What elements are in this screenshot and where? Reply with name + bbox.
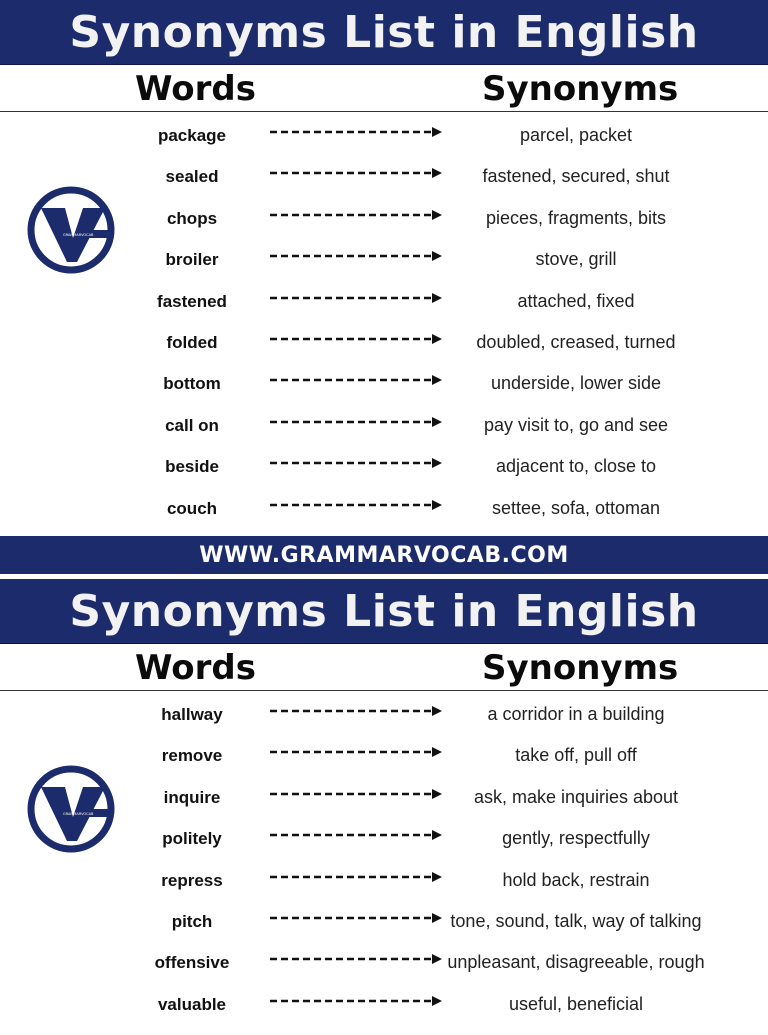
- dashed-arrow-icon: [268, 952, 444, 966]
- synonyms: underside, lower side: [490, 373, 662, 394]
- list-item: [0, 282, 768, 323]
- word-list-2: [0, 691, 768, 1035]
- page-title: Synonyms List in English: [0, 0, 768, 65]
- list-item: [0, 199, 768, 240]
- list-item: [0, 116, 768, 157]
- logo-text-2: GRAMMARVOCAB: [63, 812, 94, 816]
- word: fastened: [157, 291, 227, 311]
- dashed-arrow-icon: [268, 415, 444, 429]
- list-item: [0, 778, 768, 819]
- dashed-arrow-icon: [268, 787, 444, 801]
- list-item: [0, 489, 768, 530]
- word: pitch: [171, 911, 213, 931]
- synonyms: take off, pull off: [515, 745, 637, 766]
- dashed-arrow-icon: [268, 249, 444, 263]
- synonyms: stove, grill: [535, 249, 617, 270]
- word: sealed: [165, 167, 219, 187]
- word: bottom: [163, 374, 221, 394]
- words-column-header-2: Words: [135, 648, 256, 688]
- word: package: [157, 126, 227, 145]
- dashed-arrow-icon: [268, 125, 444, 139]
- logo-text: GRAMMARVOCAB: [63, 233, 94, 237]
- dashed-arrow-icon: [268, 166, 444, 180]
- synonyms: parcel, packet: [519, 125, 633, 145]
- page-title-2: Synonyms List in English: [0, 579, 768, 644]
- word: offensive: [154, 953, 230, 973]
- dashed-arrow-icon: [268, 704, 444, 718]
- synonyms: pay visit to, go and see: [483, 414, 669, 435]
- dashed-arrow-icon: [268, 208, 444, 222]
- synonyms: doubled, creased, turned: [476, 331, 676, 352]
- dashed-arrow-icon: [268, 745, 444, 759]
- list-item: [0, 447, 768, 488]
- word: repress: [161, 870, 223, 890]
- dashed-arrow-icon: [268, 911, 444, 925]
- word: couch: [166, 498, 218, 518]
- list-item: [0, 861, 768, 902]
- dashed-arrow-icon: [268, 870, 444, 884]
- synonyms-column-header: Synonyms: [482, 69, 679, 109]
- list-item: [0, 943, 768, 984]
- word: politely: [162, 829, 222, 849]
- list-item: [0, 819, 768, 860]
- column-headers-2: [0, 644, 768, 691]
- list-item: [0, 406, 768, 447]
- word: inquire: [163, 787, 221, 807]
- dashed-arrow-icon: [268, 994, 444, 1008]
- word: call on: [165, 415, 219, 435]
- word: valuable: [157, 994, 227, 1014]
- words-column-header: Words: [135, 69, 256, 109]
- synonyms: attached, fixed: [517, 290, 635, 311]
- word: chops: [166, 208, 218, 228]
- list-item: [0, 902, 768, 943]
- dashed-arrow-icon: [268, 498, 444, 512]
- section-2: [0, 579, 768, 1035]
- word-list: [0, 112, 768, 532]
- synonyms: useful, beneficial: [508, 993, 644, 1014]
- word: hallway: [161, 705, 223, 724]
- word: beside: [165, 457, 219, 477]
- synonyms-column-header-2: Synonyms: [482, 648, 679, 688]
- dashed-arrow-icon: [268, 456, 444, 470]
- synonyms: hold back, restrain: [502, 869, 650, 890]
- dashed-arrow-icon: [268, 828, 444, 842]
- list-item: [0, 736, 768, 777]
- list-item: [0, 985, 768, 1026]
- synonyms: a corridor in a building: [487, 704, 665, 724]
- synonyms: fastened, secured, shut: [482, 166, 670, 187]
- synonyms: tone, sound, talk, way of talking: [450, 910, 702, 931]
- column-headers: [0, 65, 768, 112]
- word: folded: [166, 332, 218, 352]
- synonyms: settee, sofa, ottoman: [491, 497, 661, 518]
- synonyms: gently, respectfully: [502, 828, 650, 849]
- list-item: [0, 323, 768, 364]
- dashed-arrow-icon: [268, 291, 444, 305]
- synonyms: pieces, fragments, bits: [485, 207, 667, 228]
- dashed-arrow-icon: [268, 332, 444, 346]
- word: broiler: [165, 250, 219, 270]
- synonyms: unpleasant, disagreeable, rough: [447, 952, 705, 973]
- synonyms: adjacent to, close to: [495, 456, 657, 477]
- website-footer[interactable]: WWW.GRAMMARVOCAB.COM: [0, 536, 768, 574]
- synonyms: ask, make inquiries about: [473, 786, 679, 807]
- list-item: [0, 364, 768, 405]
- list-item: [0, 240, 768, 281]
- word: remove: [161, 746, 223, 766]
- list-item: [0, 157, 768, 198]
- dashed-arrow-icon: [268, 373, 444, 387]
- list-item: [0, 695, 768, 736]
